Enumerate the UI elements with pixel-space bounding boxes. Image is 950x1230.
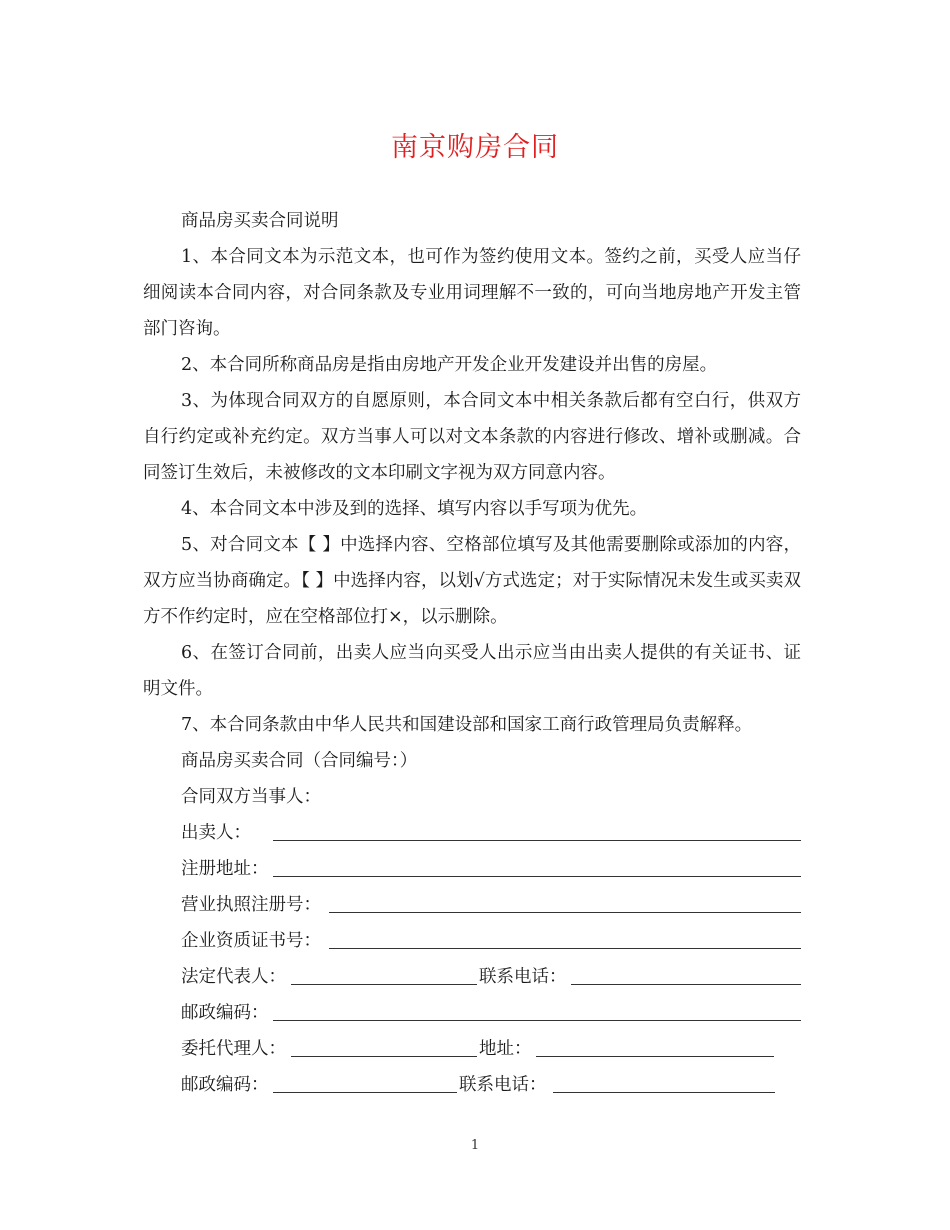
document-title: 南京购房合同: [391, 132, 559, 163]
postal-code-2-label: 邮政编码：: [181, 1075, 269, 1095]
registered-address-field: [181, 851, 801, 887]
registered-address-blank: [273, 876, 801, 877]
address-blank: [536, 1056, 774, 1057]
legal-rep-field: [181, 959, 801, 995]
qualification-cert-field: [181, 923, 801, 959]
section-heading: 商品房买卖合同说明: [181, 211, 339, 231]
contact-phone-1-blank: [571, 984, 801, 985]
paragraph-4: 4、本合同文本中涉及到的选择、填写内容以手写项为优先。: [181, 499, 648, 519]
registered-address-label: 注册地址：: [181, 859, 269, 879]
contact-phone-2-label: 联系电话：: [459, 1075, 547, 1095]
paragraph-3: 3、为体现合同双方的自愿原则，本合同文本中相关条款后都有空白行，供双方自行约定或补充约定。双方当事人可以对文本条款的内容进行修改、增补或删减。合同签订生效后，未被修改的文本印刷文字视为双方同意内容。: [143, 391, 801, 483]
document-body: [143, 203, 801, 1103]
seller-label: 出卖人：: [181, 823, 251, 843]
contact-phone-1-label: 联系电话：: [479, 967, 567, 987]
paragraph-7: 7、本合同条款由中华人民共和国建设部和国家工商行政管理局负责解释。: [181, 715, 753, 735]
paragraph-2: 2、本合同所称商品房是指由房地产开发企业开发建设并出售的房屋。: [181, 355, 718, 375]
paragraph-5: 5、对合同文本【 】中选择内容、空格部位填写及其他需要删除或添加的内容，双方应当协商确定。【 】中选择内容，以划√方式选定；对于实际情况未发生或买卖双方不作约定时，应在空格部位打×，以示删除。: [143, 535, 801, 627]
seller-field: [181, 815, 801, 851]
postal-code-1-blank: [273, 1020, 801, 1021]
seller-blank: [273, 840, 801, 841]
qualification-cert-blank: [329, 948, 801, 949]
business-license-field: [181, 887, 801, 923]
paragraph-6: 6、在签订合同前，出卖人应当向买受人出示应当由出卖人提供的有关证书、证明文件。: [143, 643, 801, 699]
postal-code-1-field: [181, 995, 801, 1031]
postal-code-2-blank: [273, 1092, 457, 1093]
paragraph-1: 1、本合同文本为示范文本，也可作为签约使用文本。签约之前，买受人应当仔细阅读本合同内容，对合同条款及专业用词理解不一致的，可向当地房地产开发主管部门咨询。: [143, 247, 801, 339]
qualification-cert-label: 企业资质证书号：: [181, 931, 321, 951]
address-label: 地址：: [479, 1039, 532, 1059]
contract-number-line: 商品房买卖合同（合同编号：）: [181, 751, 418, 771]
contact-phone-2-blank: [553, 1092, 775, 1093]
postal-code-1-label: 邮政编码：: [181, 1003, 269, 1023]
parties-heading: 合同双方当事人：: [181, 787, 321, 807]
postal-code-2-field: [181, 1067, 801, 1103]
legal-rep-label: 法定代表人：: [181, 967, 286, 987]
legal-rep-blank: [291, 984, 477, 985]
agent-blank: [291, 1056, 477, 1057]
business-license-label: 营业执照注册号：: [181, 895, 321, 915]
agent-label: 委托代理人：: [181, 1039, 286, 1059]
business-license-blank: [329, 912, 801, 913]
page-number: 1: [470, 1138, 480, 1153]
agent-field: [181, 1031, 801, 1067]
